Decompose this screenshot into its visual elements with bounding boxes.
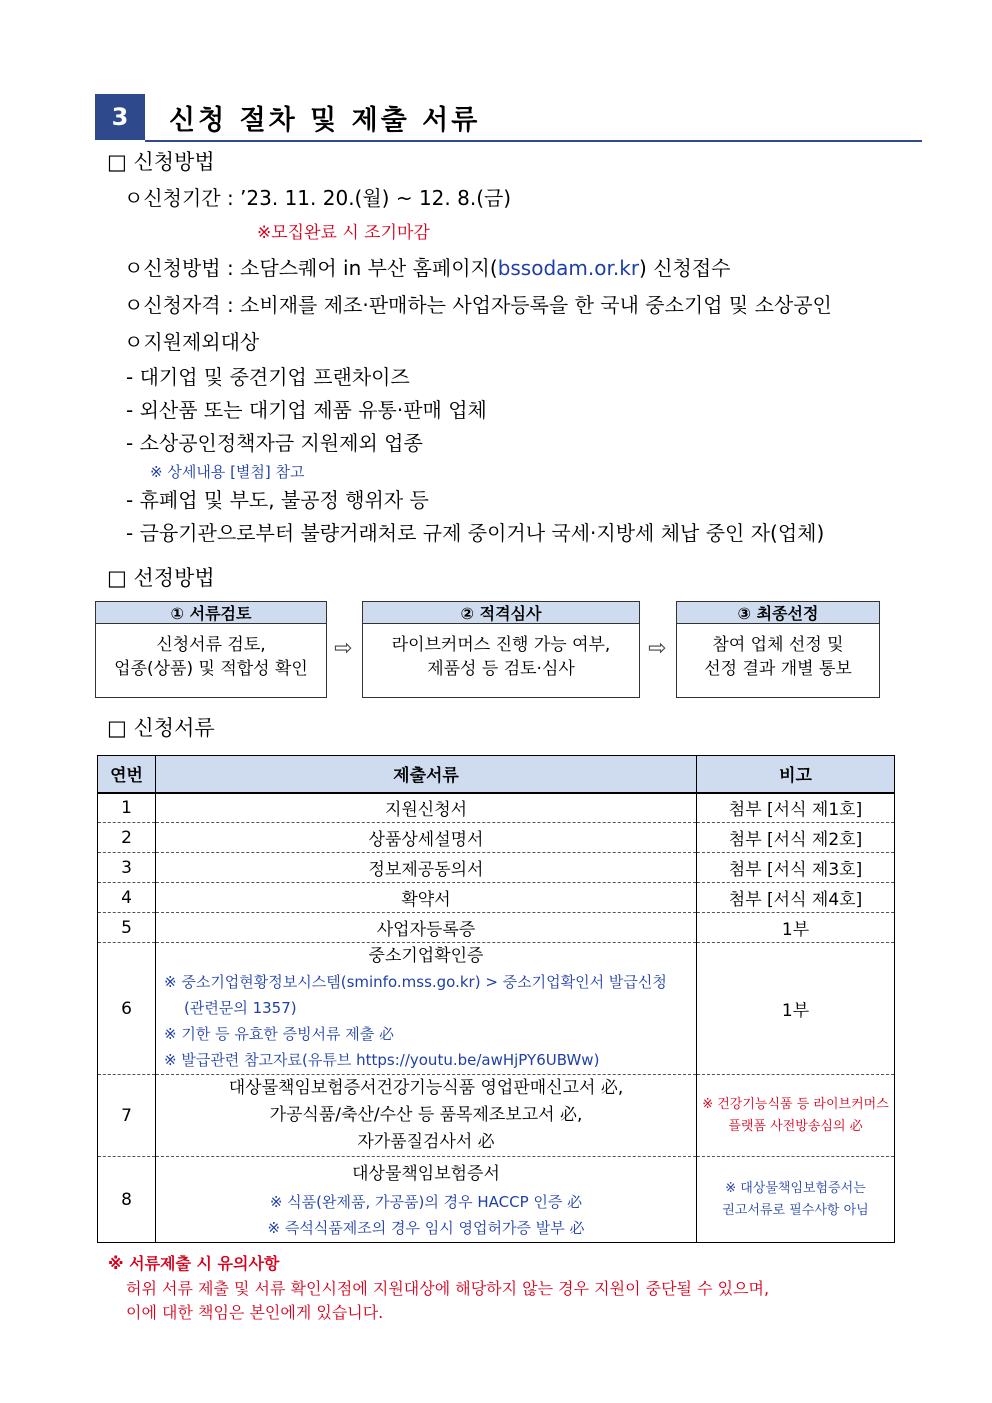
- eligibility-line: ㅇ신청자격 : 소비재를 제조·판매하는 사업자등록을 한 국내 중소기업 및 소상공인: [124, 293, 832, 317]
- exclusion-item: - 소상공인정책자금 지원제외 업종: [126, 431, 423, 455]
- section-title: 신청 절차 및 제출 서류: [169, 105, 481, 136]
- step-desc-line: 신청서류 검토,: [156, 635, 266, 655]
- row-doc-sub: ※ 식품(완제품, 가공품)의 경우 HACCP 인증 必: [269, 1192, 583, 1211]
- table-row: [98, 943, 895, 1075]
- row-note: 첨부 [서식 제2호]: [697, 823, 895, 853]
- row-note: [697, 1157, 895, 1243]
- apply-method-line: [124, 258, 731, 278]
- section-number: 3: [95, 94, 145, 140]
- row-note: 첨부 [서식 제4호]: [697, 883, 895, 913]
- exclusion-item: - 외산품 또는 대기업 제품 유통·판매 업체: [126, 398, 487, 422]
- arrow-right-icon: ⇨: [334, 636, 353, 661]
- step-desc-line: 라이브커머스 진행 가능 여부,: [391, 635, 611, 655]
- row-note: [697, 1075, 895, 1157]
- homepage-link[interactable]: bssodam.or.kr: [497, 256, 640, 280]
- caution-line: 이에 대한 책임은 본인에게 있습니다.: [126, 1303, 384, 1322]
- row-note-line: ※ 대상물책임보험증서는: [725, 1180, 866, 1196]
- step-desc: [96, 624, 326, 681]
- row-doc-sub: ※ 기한 등 유효한 증빙서류 제출 必: [164, 1025, 395, 1043]
- selection-step-2: [362, 601, 640, 698]
- table-row: [98, 1075, 895, 1157]
- exclusion-note: ※ 상세내용 [별첨] 참고: [150, 463, 305, 481]
- exclusion-item: - 휴폐업 및 부도, 불공정 행위자 등: [126, 488, 429, 512]
- selection-step-3: [676, 601, 880, 698]
- row-doc: 사업자등록증: [156, 913, 697, 943]
- row-doc-sub: (관련문의 1357): [184, 999, 297, 1017]
- row-doc-line: 대상물책임보험증서건강기능식품 영업판매신고서 必,: [228, 1078, 624, 1098]
- caution-title: ※ 서류제출 시 유의사항: [108, 1254, 280, 1273]
- step-title: ③ 최종선정: [677, 602, 879, 624]
- row-note: 첨부 [서식 제3호]: [697, 853, 895, 883]
- row-no: 5: [98, 913, 156, 943]
- col-header-note: 비고: [697, 756, 895, 793]
- row-no: 3: [98, 853, 156, 883]
- apply-period: ㅇ신청기간 : ’23. 11. 20.(월) ~ 12. 8.(금): [124, 186, 512, 210]
- selection-heading: □ 선정방법: [107, 566, 215, 590]
- exclusion-item: - 금융기관으로부터 불량거래처로 규제 중이거나 국세·지방세 체납 중인 자(업체): [126, 521, 825, 545]
- table-header-row: [98, 756, 895, 793]
- step-desc-line: 선정 결과 개별 통보: [704, 659, 852, 679]
- table-row: [98, 793, 895, 823]
- documents-heading: □ 신청서류: [107, 716, 215, 740]
- apply-method-suffix: ) 신청접수: [639, 256, 731, 280]
- row-no: 4: [98, 883, 156, 913]
- table-row: [98, 1157, 895, 1243]
- table-row: [98, 853, 895, 883]
- caution-line: 허위 서류 제출 및 서류 확인시점에 지원대상에 해당하지 않는 경우 지원이 중단될 수 있으며,: [126, 1279, 770, 1298]
- col-header-doc: 제출서류: [156, 756, 697, 793]
- row-note: 1부: [697, 913, 895, 943]
- row-note-line: 권고서류로 필수사항 아님: [722, 1202, 869, 1218]
- row-note: 1부: [697, 943, 895, 1075]
- step-desc-line: 제품성 등 검토·심사: [427, 659, 575, 679]
- early-close-note: ※모집완료 시 조기마감: [257, 223, 430, 243]
- row-note-line: 플랫폼 사전방송심의 必: [728, 1118, 863, 1134]
- row-note: 첨부 [서식 제1호]: [697, 793, 895, 823]
- table-row: [98, 883, 895, 913]
- row-doc: [156, 1075, 697, 1157]
- documents-table: [97, 755, 895, 1243]
- step-desc-line: 참여 업체 선정 및: [712, 635, 844, 655]
- col-header-no: 연번: [98, 756, 156, 793]
- row-doc: 확약서: [156, 883, 697, 913]
- row-doc: 지원신청서: [156, 793, 697, 823]
- row-no: 7: [98, 1075, 156, 1157]
- apply-method-heading: □ 신청방법: [107, 150, 215, 174]
- row-doc-line: 자가품질검사서 必: [357, 1132, 495, 1152]
- step-desc: [363, 624, 639, 681]
- row-doc-line: 가공식품/축산/수산 등 품목제조보고서 必,: [269, 1105, 583, 1125]
- row-no: 6: [98, 943, 156, 1075]
- row-doc: 상품상세설명서: [156, 823, 697, 853]
- step-title: ② 적격심사: [363, 602, 639, 624]
- section-header: [95, 92, 922, 142]
- row-no: 2: [98, 823, 156, 853]
- apply-method-prefix: ㅇ신청방법 : 소담스퀘어 in 부산 홈페이지(: [124, 256, 498, 280]
- row-doc-sub: ※ 즉석식품제조의 경우 임시 영업허가증 발부 必: [267, 1218, 585, 1237]
- row-no: 1: [98, 793, 156, 823]
- row-doc: 정보제공동의서: [156, 853, 697, 883]
- row-no: 8: [98, 1157, 156, 1243]
- table-row: [98, 823, 895, 853]
- step-desc: [677, 624, 879, 681]
- row-doc-sub: ※ 발급관련 참고자료(유튜브 https://youtu.be/awHjPY6UBWw): [164, 1051, 600, 1069]
- row-doc-sub: ※ 중소기업현황정보시스템(sminfo.mss.go.kr) > 중소기업확인서 발급신청: [164, 973, 667, 991]
- row-note-line: ※ 건강기능식품 등 라이브커머스: [702, 1096, 889, 1112]
- section-underline: [145, 140, 922, 142]
- step-desc-line: 업종(상품) 및 적합성 확인: [114, 659, 308, 679]
- exclusion-item: - 대기업 및 중견기업 프랜차이즈: [126, 365, 410, 389]
- arrow-right-icon: ⇨: [648, 636, 667, 661]
- row-doc: [156, 1157, 697, 1243]
- row-doc: [156, 943, 697, 1075]
- row-doc-title: 중소기업확인증: [368, 946, 484, 966]
- exclusion-heading: ㅇ지원제외대상: [124, 330, 260, 354]
- selection-step-1: [95, 601, 327, 698]
- row-doc-title: 대상물책임보험증서: [352, 1163, 500, 1184]
- step-title: ① 서류검토: [96, 602, 326, 624]
- table-row: [98, 913, 895, 943]
